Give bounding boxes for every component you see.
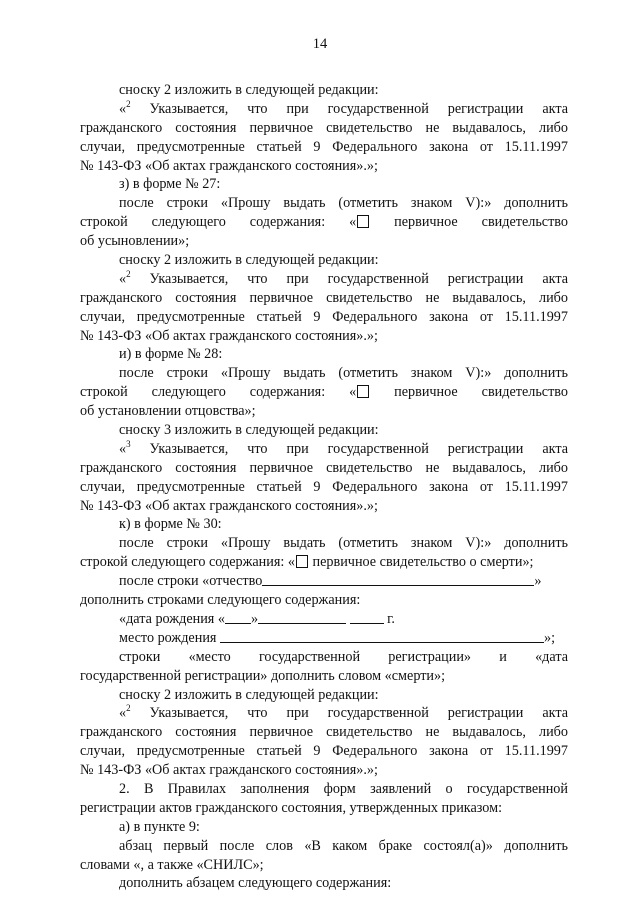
text-line: об усыновлении»;: [80, 233, 190, 250]
text-line: гражданского состояния первичное свидетельство не выдавалось, либо: [80, 119, 568, 136]
text-line: «$^2$ Указывается, что при государственной регистрации акта: [119, 98, 568, 117]
text-line: гражданского состояния первичное свидетельство не выдавалось, либо: [80, 289, 568, 306]
blank-underline: [262, 573, 534, 586]
checkbox-square-icon: [357, 215, 369, 228]
page-number: 14: [312, 36, 328, 52]
footnote-mark: 2: [126, 98, 131, 109]
blank-underline: [225, 611, 251, 624]
footnote-mark: 2: [126, 268, 131, 279]
document-body: [80, 81, 568, 893]
text-line: № 143-ФЗ «Об актах гражданского состояния».»;: [80, 497, 378, 514]
checkbox-square-icon: [357, 385, 369, 398]
footnote-mark: 2: [126, 703, 131, 714]
text-line: строки «место государственной регистрации» и «дата: [119, 648, 568, 665]
text-line: после строки «Прошу выдать (отметить знаком V):» дополнить: [119, 365, 568, 382]
text-line: дополнить строками следующего содержания:: [80, 592, 361, 609]
text-line: № 143-ФЗ «Об актах гражданского состояния».»;: [80, 327, 378, 344]
text-line: к) в форме № 30:: [119, 516, 222, 533]
text-line: после строки «Прошу выдать (отметить знаком V):» дополнить: [119, 195, 568, 212]
blank-underline: [220, 630, 544, 643]
text-line: сноску 2 изложить в следующей редакции:: [119, 686, 379, 703]
text-line: № 143-ФЗ «Об актах гражданского состояния».»;: [80, 762, 378, 779]
text-line: государственной регистрации» дополнить словом «смерти»;: [80, 667, 446, 684]
footnote-mark: 3: [126, 438, 131, 449]
text-line: после строки «Прошу выдать (отметить знаком V):» дополнить: [119, 535, 568, 552]
text-line: «дата рождения « » г.: [119, 610, 395, 627]
text-line: сноску 3 изложить в следующей редакции:: [119, 422, 379, 439]
text-line: «$^2$ Указывается, что при государственной регистрации акта: [119, 703, 568, 722]
text-line: об установлении отцовства»;: [80, 403, 256, 420]
text-line: словами «, а также «СНИЛС»;: [80, 856, 264, 873]
text-line: место рождения »;: [119, 629, 556, 646]
text-line: регистрации актов гражданского состояния, утвержденных приказом:: [80, 799, 503, 816]
text-line: после строки «отчество »: [119, 573, 542, 590]
text-line: 2. В Правилах заполнения форм заявлений о государственной: [119, 780, 568, 797]
text-line: случаи, предусмотренные статьей 9 Федерального закона от 15.11.1997: [80, 743, 568, 760]
text-line: а) в пункте 9:: [119, 818, 200, 835]
text-line: з) в форме № 27:: [119, 176, 221, 193]
text-line: гражданского состояния первичное свидетельство не выдавалось, либо: [80, 724, 568, 741]
text-line: «$^3$ Указывается, что при государственной регистрации акта: [119, 438, 568, 457]
checkbox-square-icon: [296, 555, 308, 568]
text-line: сноску 2 изложить в следующей редакции:: [119, 82, 379, 98]
text-line: гражданского состояния первичное свидетельство не выдавалось, либо: [80, 459, 568, 476]
text-line: абзац первый после слов «В каком браке состоял(а)» дополнить: [119, 837, 568, 854]
text-line: дополнить абзацем следующего содержания:: [119, 875, 392, 892]
text-line: строкой следующего содержания: « первичное свидетельство: [80, 384, 568, 401]
text-line: случаи, предусмотренные статьей 9 Федерального закона от 15.11.1997: [80, 138, 568, 155]
text-line: случаи, предусмотренные статьей 9 Федерального закона от 15.11.1997: [80, 308, 568, 325]
text-line: случаи, предусмотренные статьей 9 Федерального закона от 15.11.1997: [80, 478, 568, 495]
text-line: «$^2$ Указывается, что при государственной регистрации акта: [119, 268, 568, 287]
blank-underline: [350, 611, 384, 624]
text-line: № 143-ФЗ «Об актах гражданского состояния».»;: [80, 157, 378, 174]
blank-underline: [258, 611, 346, 624]
text-line: сноску 2 изложить в следующей редакции:: [119, 252, 379, 269]
text-line: и) в форме № 28:: [119, 346, 223, 363]
text-line: строкой следующего содержания: « первичное свидетельство о смерти»;: [80, 554, 534, 571]
text-line: строкой следующего содержания: « первичное свидетельство: [80, 214, 568, 231]
